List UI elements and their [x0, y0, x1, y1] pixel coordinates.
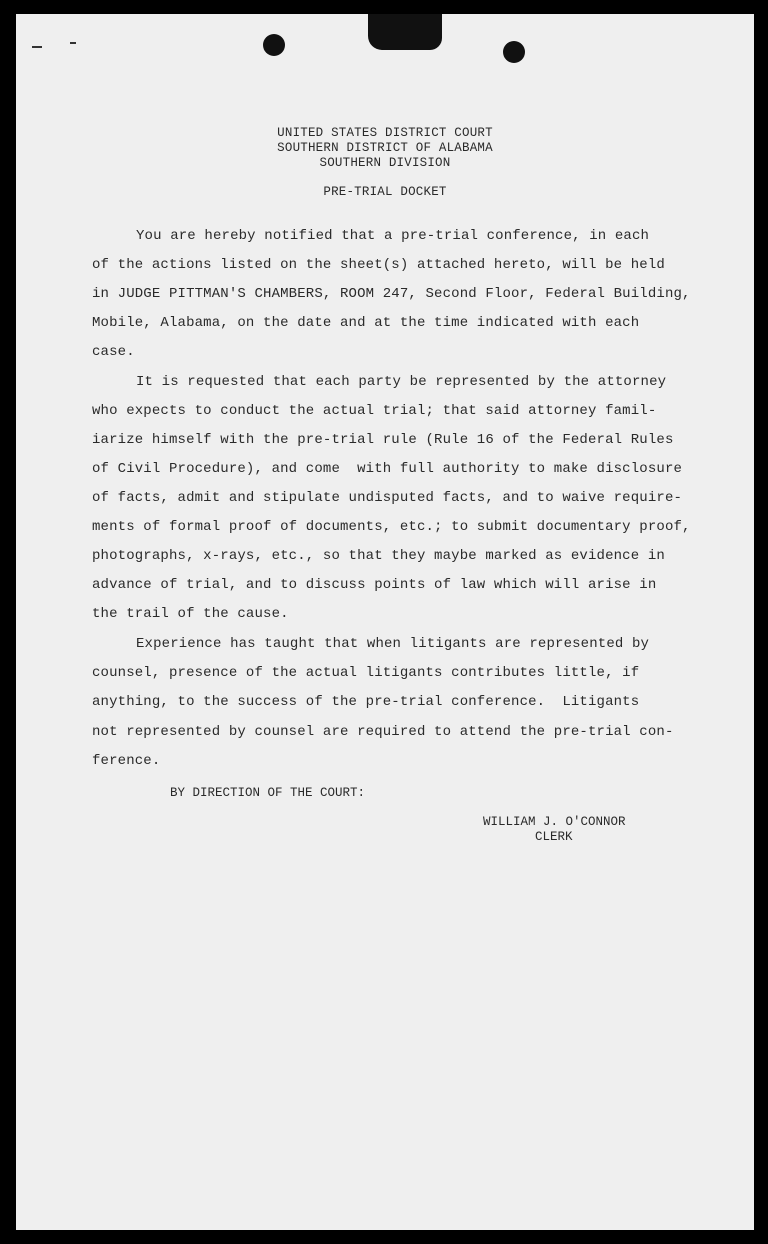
direction-line: BY DIRECTION OF THE COURT:: [170, 786, 366, 800]
punch-hole-right: [503, 41, 525, 63]
paragraph2-line: It is requested that each party be represented by the attorney: [136, 374, 667, 390]
division-name: SOUTHERN DIVISION: [319, 156, 451, 170]
paragraph1-line: case.: [92, 344, 135, 360]
paragraph2-line: ments of formal proof of documents, etc.; to submit documentary proof,: [92, 519, 691, 535]
paragraph1-line: You are hereby notified that a pre-trial conference, in each: [136, 228, 650, 244]
ink-speck: [32, 46, 42, 48]
binder-tab-shadow: [368, 14, 442, 50]
paragraph1-line: of the actions listed on the sheet(s) attached hereto, will be held: [92, 257, 665, 273]
paragraph2-line: advance of trial, and to discuss points of law which will arise in: [92, 577, 657, 593]
document-page: [16, 14, 754, 1230]
ink-speck: [70, 42, 76, 44]
paragraph2-line: who expects to conduct the actual trial; that said attorney famil-: [92, 403, 657, 419]
paragraph3-line: anything, to the success of the pre-trial conference. Litigants: [92, 694, 640, 710]
document-title: PRE-TRIAL DOCKET: [323, 185, 447, 199]
paragraph2-line: of Civil Procedure), and come with full authority to make disclosure: [92, 461, 683, 477]
paragraph1-line: in JUDGE PITTMAN'S CHAMBERS, ROOM 247, Second Floor, Federal Building,: [92, 286, 691, 302]
district-name: SOUTHERN DISTRICT OF ALABAMA: [277, 141, 493, 155]
paragraph1-line: Mobile, Alabama, on the date and at the time indicated with each: [92, 315, 640, 331]
paragraph2-line: iarize himself with the pre-trial rule (Rule 16 of the Federal Rules: [92, 432, 674, 448]
paragraph3-line: ference.: [92, 753, 161, 769]
paragraph2-line: the trail of the cause.: [92, 606, 289, 622]
paragraph3-line: not represented by counsel are required to attend the pre-trial con-: [92, 724, 674, 740]
signer-title: CLERK: [535, 830, 573, 844]
punch-hole-left: [263, 34, 285, 56]
paragraph3-line: counsel, presence of the actual litigants contributes little, if: [92, 665, 640, 681]
court-name: UNITED STATES DISTRICT COURT: [277, 126, 493, 140]
paragraph2-line: photographs, x-rays, etc., so that they maybe marked as evidence in: [92, 548, 665, 564]
paragraph2-line: of facts, admit and stipulate undisputed facts, and to waive require-: [92, 490, 683, 506]
paragraph3-line: Experience has taught that when litigants are represented by: [136, 636, 650, 652]
signer-name: WILLIAM J. O'CONNOR: [483, 815, 626, 829]
